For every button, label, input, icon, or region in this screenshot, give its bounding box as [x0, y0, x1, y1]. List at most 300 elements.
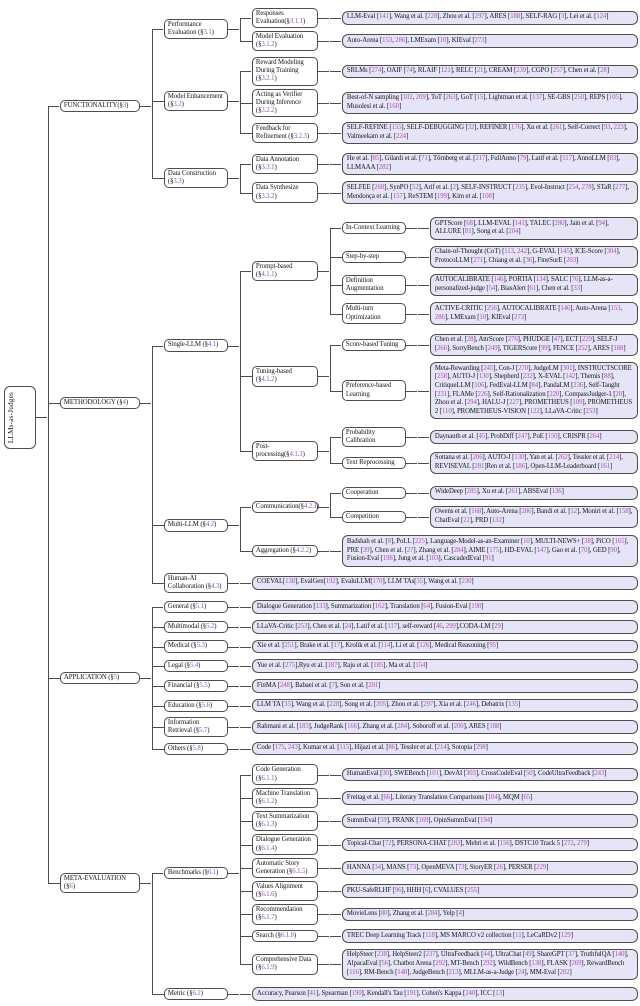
- section-ref[interactable]: 6: [69, 882, 73, 890]
- citation-leaf-feedback-for-refinement-s3-2-3: SELF-REFINE [155], SELF-DEBUGGING [32], REFINER [176], Xu et al. [261], Self-Correct [93, 223], Valmeekam et al. [224]: [342, 122, 638, 144]
- tree-node-model-evaluation-s3-1-2: Model Evaluation (§3.1.2): [252, 31, 318, 51]
- citation-ref[interactable]: 70: [580, 546, 588, 554]
- citation-ref[interactable]: 102: [402, 94, 413, 102]
- citation-ref[interactable]: 118: [425, 931, 435, 939]
- citation-ref[interactable]: 240: [465, 989, 476, 997]
- citation-ref[interactable]: 37: [568, 951, 575, 959]
- citation-ref[interactable]: 188: [510, 13, 521, 21]
- citation-ref[interactable]: 166: [347, 722, 357, 730]
- citation-ref[interactable]: 12: [570, 508, 577, 516]
- citation-ref[interactable]: 28: [600, 67, 607, 75]
- citation-ref[interactable]: 284: [427, 910, 438, 918]
- citation-ref[interactable]: 243: [287, 744, 298, 752]
- citation-ref[interactable]: 109: [572, 399, 583, 407]
- citation-ref[interactable]: 117: [387, 622, 397, 630]
- citation-ref[interactable]: 105: [608, 94, 619, 102]
- citation-ref[interactable]: 39: [362, 546, 370, 554]
- citation-ref[interactable]: 41: [309, 989, 317, 997]
- citation-ref[interactable]: 250: [574, 94, 584, 102]
- section-ref[interactable]: 5.5: [199, 681, 208, 689]
- citation-ref[interactable]: 225: [414, 537, 425, 545]
- citation-ref[interactable]: 66: [383, 793, 391, 801]
- citation-ref[interactable]: 286: [395, 36, 406, 44]
- citation-ref[interactable]: 8: [387, 537, 391, 545]
- citation-ref[interactable]: 269: [571, 960, 582, 967]
- citation-ref[interactable]: 17: [333, 642, 340, 650]
- citation-ref[interactable]: 85: [372, 155, 380, 163]
- citation-ref[interactable]: 61: [529, 285, 537, 293]
- citation-ref[interactable]: 45: [478, 432, 486, 440]
- citation-ref[interactable]: 138: [285, 578, 296, 586]
- tree-node-financial-s5-5: Financial (§5.5): [164, 680, 228, 692]
- citation-ref[interactable]: 76: [571, 276, 579, 284]
- section-ref[interactable]: 4.3: [211, 582, 220, 590]
- citation-ref[interactable]: 130: [478, 373, 489, 381]
- citation-ref[interactable]: 272: [563, 840, 574, 848]
- citation-ref[interactable]: 176: [511, 124, 521, 132]
- citation-ref[interactable]: 271: [473, 256, 484, 264]
- section-ref[interactable]: 3: [122, 102, 127, 110]
- tree-node-text-summarization-s6-1-3: Text Summarization (§6.1.3): [252, 811, 318, 831]
- citation-ref[interactable]: 99: [541, 344, 548, 352]
- citation-ref[interactable]: 150: [547, 432, 558, 440]
- section-ref[interactable]: 6.1.9: [261, 964, 275, 972]
- citation-ref[interactable]: 243: [594, 770, 605, 778]
- citation-ref[interactable]: 183: [298, 722, 309, 730]
- citation-leaf-model-evaluation-s3-1-2: Auto-Arena [153, 286], LMExam [10], KIEval [273]: [342, 34, 638, 48]
- citation-ref[interactable]: 280: [554, 219, 565, 227]
- section-ref[interactable]: 5.3: [196, 642, 205, 650]
- section-ref[interactable]: 4.1.3: [289, 451, 303, 459]
- citation-ref[interactable]: 4: [458, 910, 462, 918]
- section-ref[interactable]: 6.1.5: [292, 867, 306, 875]
- citation-ref[interactable]: 231: [437, 390, 447, 398]
- citation-ref[interactable]: 68: [466, 219, 473, 227]
- citation-ref[interactable]: 257: [552, 67, 563, 75]
- citation-ref[interactable]: 209: [415, 94, 426, 102]
- tree-node-data-synthesize-s3-3-2: Data Synthesize (§3.3.2): [252, 182, 318, 202]
- section-ref[interactable]: 3.2.3: [293, 132, 307, 140]
- citation-ref[interactable]: 7: [331, 681, 335, 689]
- citation-ref[interactable]: 204: [508, 228, 519, 236]
- tree-node-recommendation-s6-1-7: Recommendation (§6.1.7): [252, 904, 318, 924]
- citation-ref[interactable]: 203: [566, 256, 576, 264]
- citation-ref[interactable]: 188: [489, 722, 500, 730]
- citation-ref[interactable]: 199: [436, 192, 447, 200]
- citation-ref[interactable]: 213: [448, 968, 459, 976]
- citation-ref[interactable]: 10: [479, 313, 487, 321]
- citation-ref[interactable]: 6: [424, 886, 429, 894]
- section-ref[interactable]: 4.2.1: [303, 502, 317, 510]
- citation-ref[interactable]: 115: [339, 744, 350, 752]
- citation-ref[interactable]: 116: [349, 968, 359, 976]
- citation-ref[interactable]: 56: [381, 960, 388, 967]
- citation-ref[interactable]: 258: [437, 373, 447, 381]
- citation-ref[interactable]: 129: [560, 931, 571, 939]
- citation-ref[interactable]: 28: [466, 336, 474, 344]
- section-ref[interactable]: 6.1.3: [261, 821, 275, 829]
- citation-ref[interactable]: 229: [581, 336, 592, 344]
- citation-ref[interactable]: 237: [425, 951, 436, 959]
- citation-ref[interactable]: 121: [440, 67, 451, 75]
- citation-ref[interactable]: 170: [372, 578, 383, 586]
- citation-ref[interactable]: 137: [532, 94, 543, 102]
- section-ref[interactable]: 5.4: [189, 662, 199, 670]
- citation-ref[interactable]: 108: [481, 192, 492, 200]
- citation-ref[interactable]: 190: [351, 989, 362, 997]
- citation-ref[interactable]: 20: [615, 390, 623, 398]
- citation-ref[interactable]: 274: [371, 67, 382, 75]
- citation-ref[interactable]: 262: [557, 454, 568, 461]
- section-ref[interactable]: 4.2: [205, 521, 215, 529]
- citation-ref[interactable]: 141: [378, 13, 389, 21]
- citation-ref[interactable]: 303: [465, 770, 476, 778]
- citation-ref[interactable]: 95: [489, 642, 496, 650]
- citation-ref[interactable]: 103: [428, 555, 439, 563]
- section-ref[interactable]: 5.6: [201, 701, 210, 709]
- citation-ref[interactable]: 33: [573, 285, 580, 293]
- citation-ref[interactable]: 24: [517, 968, 525, 976]
- citation-ref[interactable]: 36: [525, 256, 533, 264]
- citation-ref[interactable]: 158: [618, 508, 629, 516]
- citation-ref[interactable]: 255: [467, 886, 478, 894]
- citation-ref[interactable]: 27: [406, 546, 414, 554]
- section-ref[interactable]: 3.2: [173, 101, 182, 109]
- citation-ref[interactable]: 275: [285, 661, 296, 669]
- citation-ref[interactable]: 187: [327, 661, 338, 669]
- citation-ref[interactable]: 26: [496, 863, 503, 871]
- section-ref[interactable]: 4.1.1: [261, 270, 275, 278]
- section-ref[interactable]: 3.1.2: [261, 40, 275, 48]
- citation-ref[interactable]: 34: [374, 863, 381, 871]
- citation-ref[interactable]: 292: [482, 960, 493, 967]
- citation-ref[interactable]: 214: [609, 454, 620, 461]
- section-ref[interactable]: 3.1: [203, 29, 212, 37]
- citation-leaf-multi-turn-optimization: ACTIVE-CRITIC [256], AUTOCALIBRATE [146], Auto-Arena [153, 286], LMExam [10], KIEval [273]: [430, 302, 638, 324]
- section-ref[interactable]: 6.1.2: [261, 797, 275, 805]
- citation-ref[interactable]: 298: [475, 744, 486, 752]
- citation-ref[interactable]: 21: [476, 67, 484, 75]
- citation-ref[interactable]: 101: [428, 770, 439, 778]
- citation-ref[interactable]: 198: [471, 602, 482, 610]
- citation-ref[interactable]: 270: [518, 364, 529, 372]
- citation-ref[interactable]: 13: [495, 989, 502, 997]
- citation-ref[interactable]: 110: [441, 408, 452, 415]
- citation-ref[interactable]: 153: [610, 304, 621, 312]
- citation-ref[interactable]: 202: [559, 968, 570, 976]
- citation-ref[interactable]: 214: [436, 744, 447, 752]
- citation-ref[interactable]: 104: [487, 793, 498, 801]
- citation-ref[interactable]: 224: [396, 132, 406, 140]
- citation-ref[interactable]: 235: [514, 183, 525, 191]
- citation-ref[interactable]: 273: [474, 36, 485, 44]
- citation-ref[interactable]: 38: [584, 537, 591, 545]
- section-ref[interactable]: 4: [122, 398, 126, 406]
- citation-ref[interactable]: 256: [486, 304, 497, 312]
- citation-ref[interactable]: 71: [421, 155, 428, 163]
- citation-ref[interactable]: 90: [610, 546, 617, 554]
- citation-ref[interactable]: 246: [466, 701, 476, 709]
- section-ref[interactable]: 4.2.2: [295, 546, 309, 554]
- citation-ref[interactable]: 10: [523, 537, 530, 545]
- section-ref[interactable]: 6.1.8: [280, 931, 294, 939]
- citation-ref[interactable]: 74: [405, 67, 413, 75]
- citation-ref[interactable]: 169: [418, 816, 429, 824]
- citation-ref[interactable]: 96: [394, 886, 402, 894]
- citation-ref[interactable]: 191: [406, 989, 417, 997]
- section-ref[interactable]: 5.8: [192, 744, 201, 752]
- citation-ref[interactable]: 227: [509, 399, 519, 407]
- citation-ref[interactable]: 86: [388, 744, 395, 752]
- citation-ref[interactable]: 32: [467, 124, 475, 132]
- citation-ref[interactable]: 283: [450, 840, 461, 848]
- tree-node-search-s6-1-8: Search (§6.1.8): [252, 930, 318, 942]
- section-ref[interactable]: 6.1.4: [261, 844, 275, 852]
- citation-ref[interactable]: 22: [463, 516, 470, 524]
- section-ref[interactable]: 6.1.1: [261, 774, 275, 782]
- citation-ref[interactable]: 161: [600, 462, 610, 470]
- tree-node-feedback-for-refinement-s3-2-3: Feedback for Refinement (§3.2.3): [252, 123, 318, 143]
- citation-ref[interactable]: 130: [514, 454, 525, 461]
- citation-ref[interactable]: 247: [517, 432, 528, 440]
- tree-node-automatic-story-generation-s6-1-5: Automatic Story Generation (§6.1.5): [252, 858, 318, 878]
- citation-ref[interactable]: 135: [508, 701, 518, 709]
- citation-ref[interactable]: 281: [474, 462, 485, 470]
- citation-ref[interactable]: 3: [560, 13, 565, 21]
- citation-ref[interactable]: 155: [391, 124, 402, 132]
- citation-ref[interactable]: 245: [483, 364, 494, 372]
- citation-ref[interactable]: 160: [389, 102, 399, 110]
- citation-ref[interactable]: 297: [474, 13, 485, 21]
- citation-ref[interactable]: 286: [434, 313, 445, 321]
- citation-ref[interactable]: 194: [480, 816, 490, 824]
- citation-ref[interactable]: 201: [368, 681, 379, 689]
- citation-ref[interactable]: 153: [382, 36, 393, 44]
- citation-ref[interactable]: 138: [531, 960, 542, 967]
- citation-ref[interactable]: 148: [397, 968, 408, 976]
- citation-ref[interactable]: 185: [373, 661, 384, 669]
- section-ref[interactable]: 4.1.2: [261, 376, 275, 384]
- citation-ref[interactable]: 52: [412, 183, 419, 191]
- tree-node-score-based-tuning: Score-based Tuning: [342, 339, 406, 351]
- citation-ref[interactable]: 292: [435, 960, 446, 967]
- citation-ref[interactable]: 304: [606, 248, 617, 256]
- citation-leaf-financial-s5-5: FinMA [248], Babaei et al. [7], Son et al. [201]: [252, 679, 638, 693]
- citation-ref[interactable]: 282: [378, 164, 389, 172]
- citation-ref[interactable]: 252: [577, 344, 588, 352]
- section-ref[interactable]: 6.2: [192, 990, 201, 998]
- citation-ref[interactable]: 146: [493, 276, 504, 284]
- citation-ref[interactable]: 229: [536, 863, 547, 871]
- section-ref[interactable]: 5.2: [206, 622, 215, 630]
- citation-leaf-metric-s6-2: Accuracy, Pearson [41], Spearman [190], Kendall's Tau [191], Cohen's Kappa [240], ICC [13]: [252, 987, 638, 1001]
- citation-ref[interactable]: 277: [615, 183, 626, 191]
- citation-ref[interactable]: 264: [589, 432, 600, 440]
- citation-ref[interactable]: 35: [284, 701, 291, 709]
- citation-ref[interactable]: 147: [536, 546, 547, 554]
- section-ref[interactable]: 4.1: [207, 341, 217, 349]
- citation-ref[interactable]: 263: [445, 94, 456, 102]
- citation-ref[interactable]: 50: [525, 770, 533, 778]
- citation-ref[interactable]: 142: [565, 373, 576, 381]
- citation-ref[interactable]: 206: [472, 454, 483, 461]
- citation-ref[interactable]: 248: [279, 681, 290, 689]
- citation-leaf-information-retrieval-s5-7: Rahmani et al. [183], JudgeRank [166], Zhang et al. [284], Soboroff et al. [200], ARES [188]: [252, 720, 638, 734]
- citation-leaf-code-generation-s6-1-1: HumanEval [30], SWEBench [101], DevAI [303], CrossCodeEval [50], CodeUltraFeedback [243]: [342, 768, 638, 782]
- citation-ref[interactable]: 146: [560, 304, 571, 312]
- citation-ref[interactable]: 261: [508, 488, 518, 496]
- citation-ref[interactable]: 11: [515, 931, 522, 939]
- citation-ref[interactable]: 301: [562, 364, 573, 372]
- section-ref[interactable]: 6.1.6: [261, 891, 275, 899]
- citation-ref[interactable]: 124: [596, 13, 607, 21]
- citation-ref[interactable]: 284: [397, 722, 408, 730]
- citation-ref[interactable]: 253: [297, 622, 308, 630]
- citation-ref[interactable]: 168: [471, 508, 482, 516]
- citation-ref[interactable]: 132: [491, 516, 502, 524]
- citation-ref[interactable]: 186: [515, 462, 526, 470]
- citation-ref[interactable]: 200: [453, 722, 464, 730]
- citation-ref[interactable]: 285: [466, 488, 477, 496]
- citation-ref[interactable]: 251: [284, 642, 295, 650]
- tree-node-prompt-based-s4-1-1: Prompt-based (§4.1.1): [252, 261, 318, 281]
- citation-ref[interactable]: 266: [437, 344, 447, 352]
- citation-ref[interactable]: 276: [507, 336, 518, 344]
- section-ref[interactable]: 5.1: [195, 603, 204, 611]
- citation-ref[interactable]: 54: [488, 285, 496, 293]
- citation-ref[interactable]: 47: [553, 336, 561, 344]
- citation-ref[interactable]: 91: [484, 555, 492, 563]
- citation-ref[interactable]: 145: [559, 248, 570, 256]
- tree-node-responses-evaluation-s3-1-1: Responses Evaluation(§3.1.1): [252, 8, 318, 28]
- tree-node-multi-llm-s4-2: Multi-LLM (§4.2): [164, 519, 228, 531]
- citation-ref[interactable]: 217: [475, 155, 486, 163]
- citation-ref[interactable]: 261: [552, 124, 563, 132]
- citation-ref[interactable]: 24: [344, 622, 352, 630]
- section-ref[interactable]: 3.3.1: [261, 164, 275, 172]
- citation-ref[interactable]: 81: [464, 228, 472, 236]
- citation-ref[interactable]: 273: [514, 313, 525, 321]
- citation-ref[interactable]: 49: [524, 951, 532, 959]
- section-ref[interactable]: 5: [113, 673, 117, 681]
- citation-ref[interactable]: 15: [476, 94, 484, 102]
- citation-ref[interactable]: 2: [452, 183, 456, 191]
- citation-ref[interactable]: 175: [489, 546, 500, 554]
- citation-ref[interactable]: 297: [423, 701, 434, 709]
- citation-ref[interactable]: 232: [522, 373, 533, 381]
- citation-ref[interactable]: 249: [487, 344, 498, 352]
- section-ref[interactable]: 3.2.2: [261, 106, 275, 114]
- citation-ref[interactable]: 59: [380, 816, 387, 824]
- citation-ref[interactable]: 242: [517, 248, 528, 256]
- tree-node-values-alignment-s6-1-6: Values Alignment (§6.1.6): [252, 881, 318, 901]
- citation-ref[interactable]: 122: [529, 408, 540, 415]
- citation-ref[interactable]: 114: [380, 642, 391, 650]
- citation-ref[interactable]: 165: [614, 537, 625, 545]
- citation-ref[interactable]: 278: [581, 183, 592, 191]
- citation-ref[interactable]: 162: [374, 602, 385, 610]
- citation-ref[interactable]: 230: [461, 578, 472, 586]
- citation-ref[interactable]: 133: [315, 602, 326, 610]
- citation-ref[interactable]: 126: [419, 642, 430, 650]
- citation-ref[interactable]: 84: [531, 381, 539, 389]
- citation-ref[interactable]: 65: [523, 793, 531, 801]
- section-ref[interactable]: 5.7: [199, 727, 208, 735]
- citation-ref[interactable]: 46: [435, 622, 443, 630]
- section-ref[interactable]: 3.3: [173, 178, 182, 186]
- citation-ref[interactable]: 154: [415, 661, 426, 669]
- citation-ref[interactable]: 136: [551, 488, 562, 496]
- citation-ref[interactable]: 79: [519, 155, 527, 163]
- citation-ref[interactable]: 284: [453, 546, 464, 554]
- citation-ref[interactable]: 73: [457, 863, 465, 871]
- citation-ref[interactable]: 228: [427, 13, 438, 21]
- citation-ref[interactable]: 80: [380, 910, 388, 918]
- citation-ref[interactable]: 188: [613, 344, 624, 352]
- root-node-label: LLMs-as-Judges: [7, 391, 15, 444]
- tree-node-data-construction-s3-3: Data Construction (§3.3): [164, 168, 228, 188]
- citation-ref[interactable]: 299: [445, 622, 456, 630]
- citation-ref[interactable]: 72: [384, 840, 392, 848]
- citation-ref[interactable]: 83: [609, 155, 617, 163]
- citation-ref[interactable]: 140: [614, 951, 625, 959]
- citation-ref[interactable]: 226: [477, 390, 488, 398]
- section-ref[interactable]: 6.1.7: [261, 914, 275, 922]
- citation-ref[interactable]: 286: [521, 508, 532, 516]
- citation-ref[interactable]: 279: [576, 840, 587, 848]
- section-ref[interactable]: 3.3.2: [261, 192, 275, 200]
- citation-ref[interactable]: 64: [423, 602, 430, 610]
- citation-ref[interactable]: 30: [382, 770, 389, 778]
- citation-ref[interactable]: 106: [474, 381, 485, 389]
- citation-ref[interactable]: 29: [494, 622, 501, 630]
- citation-leaf-cooperation: WideDeep [285], Xu et al. [261], ABSEval [136]: [430, 486, 638, 500]
- citation-ref[interactable]: 294: [466, 399, 477, 407]
- citation-ref[interactable]: 73: [409, 863, 416, 871]
- citation-ref[interactable]: 238: [376, 951, 387, 959]
- citation-ref[interactable]: 253: [585, 408, 596, 415]
- citation-ref[interactable]: 157: [392, 192, 403, 200]
- citation-ref[interactable]: 220: [549, 390, 560, 398]
- citation-ref[interactable]: 205: [376, 701, 386, 709]
- section-ref[interactable]: 3.1.1: [289, 17, 303, 25]
- citation-ref[interactable]: 228: [329, 701, 340, 709]
- citation-ref[interactable]: 175: [274, 744, 285, 752]
- section-ref[interactable]: 3.2.1: [261, 75, 275, 83]
- citation-ref[interactable]: 44: [483, 951, 490, 959]
- citation-ref[interactable]: 192: [325, 578, 336, 586]
- citation-leaf-human-ai-collaboration-s4-3: COEVAL[138], EvalGen[192], EvaluLLM[170], LLM TAs[35], Wang et al. [230]: [252, 576, 638, 590]
- citation-ref[interactable]: 268: [374, 183, 385, 191]
- citation-ref[interactable]: 94: [598, 219, 605, 227]
- citation-ref[interactable]: 223: [613, 124, 624, 132]
- section-ref[interactable]: 6.1: [207, 868, 217, 876]
- citation-ref[interactable]: 113: [504, 248, 514, 256]
- citation-ref[interactable]: 117: [562, 155, 572, 163]
- citation-ref[interactable]: 198: [382, 555, 393, 563]
- citation-ref[interactable]: 141: [514, 219, 525, 227]
- citation-ref[interactable]: 93: [603, 124, 611, 132]
- tree-node-preference-based-learning: Preference-based Learning: [342, 380, 406, 400]
- citation-ref[interactable]: 10: [439, 36, 447, 44]
- citation-ref[interactable]: 156: [499, 840, 510, 848]
- citation-ref[interactable]: 239: [516, 67, 527, 75]
- citation-ref[interactable]: 35: [416, 578, 423, 586]
- citation-ref[interactable]: 236: [573, 381, 584, 389]
- citation-ref[interactable]: 134: [535, 276, 546, 284]
- citation-ref[interactable]: 88: [604, 373, 611, 381]
- citation-ref[interactable]: 254: [568, 183, 579, 191]
